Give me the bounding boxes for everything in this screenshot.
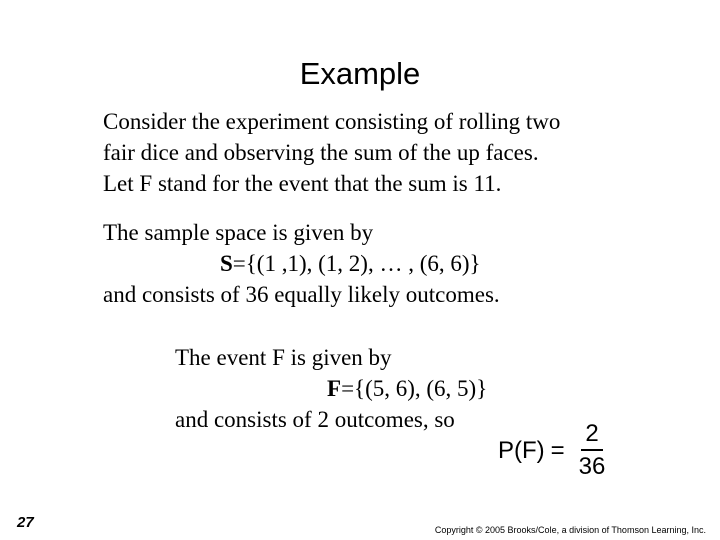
slide-title: Example [299,56,421,91]
event-set [175,373,487,404]
intro-line: Consider the experiment consisting of rolling two [103,109,561,134]
intro-line: Let F stand for the event that the sum is 11. [103,171,502,196]
event-intro: The event F is given by [175,345,392,370]
sample-space-outcomes: and consists of 36 equally likely outcomes. [103,282,500,307]
formula-numerator: 2 [581,420,602,451]
formula-equals: = [550,437,565,464]
formula-lhs: P(F) [498,437,545,464]
sample-space-intro: The sample space is given by [103,220,374,245]
event-symbol: F [327,376,342,401]
sample-space-paragraph [103,217,500,310]
intro-line: fair dice and observing the sum of the up faces. [103,140,539,165]
sample-space-symbol: S [220,251,233,276]
formula-fraction [579,420,606,482]
copyright-notice: Copyright © 2005 Brooks/Cole, a division of Thomson Learning, Inc. [434,525,706,535]
sample-space-set [103,248,500,279]
intro-paragraph [103,106,560,199]
page-number: 27 [17,514,34,531]
formula-denominator: 36 [578,453,606,480]
sample-space-elements: ={(1 ,1), (1, 2), … , (6, 6)} [232,251,481,276]
event-elements: ={(5, 6), (6, 5)} [341,376,488,401]
event-outcomes: and consists of 2 outcomes, so [175,407,455,432]
probability-formula [498,420,605,482]
event-paragraph [175,342,487,435]
